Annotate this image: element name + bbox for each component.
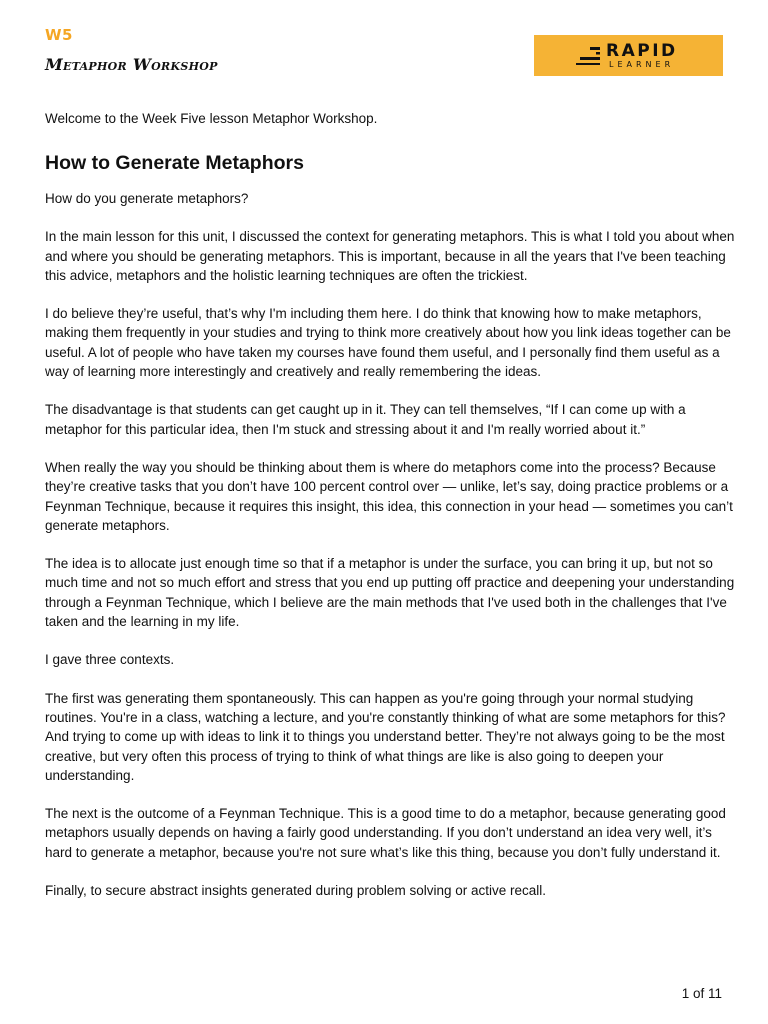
paragraph: When really the way you should be thinking about them is where do metaphors come into the process? Because they’re creative tasks that you don’t have 100 percent control over — unlike, let’s say, doing practice problems or a Feynman Technique, because it requires this insight, this idea, this connection in your head — sometimes you can’t generate metaphors. (45, 459, 733, 533)
logo-main-text: RAPID (606, 41, 678, 61)
logo-dash-icon (576, 44, 600, 68)
paragraph: I do believe they’re useful, that’s why I'm including them here. I do think that knowing how to make metaphors, making them frequently in your studies and trying to think more creatively about how you link ideas together can be useful. A lot of people who have taken my courses have found them useful, and I personally find them useful as a way of learning more interestingly and creatively and really remembering the ideas. (45, 306, 731, 380)
page-number: 1 of 11 (681, 986, 722, 1001)
paragraph: The disadvantage is that students can get caught up in it. They can tell themselves, “If I can come up with a metaphor for this particular idea, then I'm stuck and stressing about it and I'm really worried about it.” (45, 402, 686, 437)
week-tag: W5 (45, 26, 73, 44)
paragraph: The first was generating them spontaneously. This can happen as you're going through your normal studying routines. You're in a class, watching a lecture, and you're constantly thinking of what are some metaphors for this? And trying to come up with ideas to link it to things you understand better. They’re not always going to be the most creative, but very often this process of trying to think of what things are like is also going to deepen your understanding. (45, 690, 726, 783)
paragraph: Finally, to secure abstract insights generated during problem solving or active recall. (45, 883, 546, 899)
section-heading: How to Generate Metaphors (45, 152, 304, 174)
intro-text: Welcome to the Week Five lesson Metaphor Workshop. (45, 111, 378, 126)
paragraph: In the main lesson for this unit, I discussed the context for generating metaphors. This is what I told you about when and where you should be generating metaphors. This is important, because in all the years that I've been teaching this advice, metaphors and the holistic learning techniques are often the trickiest. (45, 229, 735, 283)
paragraph: I gave three contexts. (45, 652, 175, 668)
body-text (45, 189, 735, 919)
rapid-learner-logo (534, 35, 723, 76)
workshop-title: Metaphor Workshop (45, 55, 218, 74)
paragraph: The next is the outcome of a Feynman Technique. This is a good time to do a metaphor, because generating good metaphors usually depends on having a fairly good understanding. If you don’t understand an idea very well, it’s hard to generate a metaphor, because you're not sure what’s like this thing, because you don’t fully understand it. (45, 806, 726, 860)
logo-sub-text: LEARNER (609, 60, 675, 69)
paragraph: How do you generate metaphors? (45, 191, 249, 206)
paragraph: The idea is to allocate just enough time so that if a metaphor is under the surface, you can bring it up, but not so much time and not so much effort and stress that you end up putting off practice and deepening your understanding through a Feynman Technique, which I believe are the main methods that I've used both in the challenges that I've taken and the learning in my life. (45, 556, 735, 630)
